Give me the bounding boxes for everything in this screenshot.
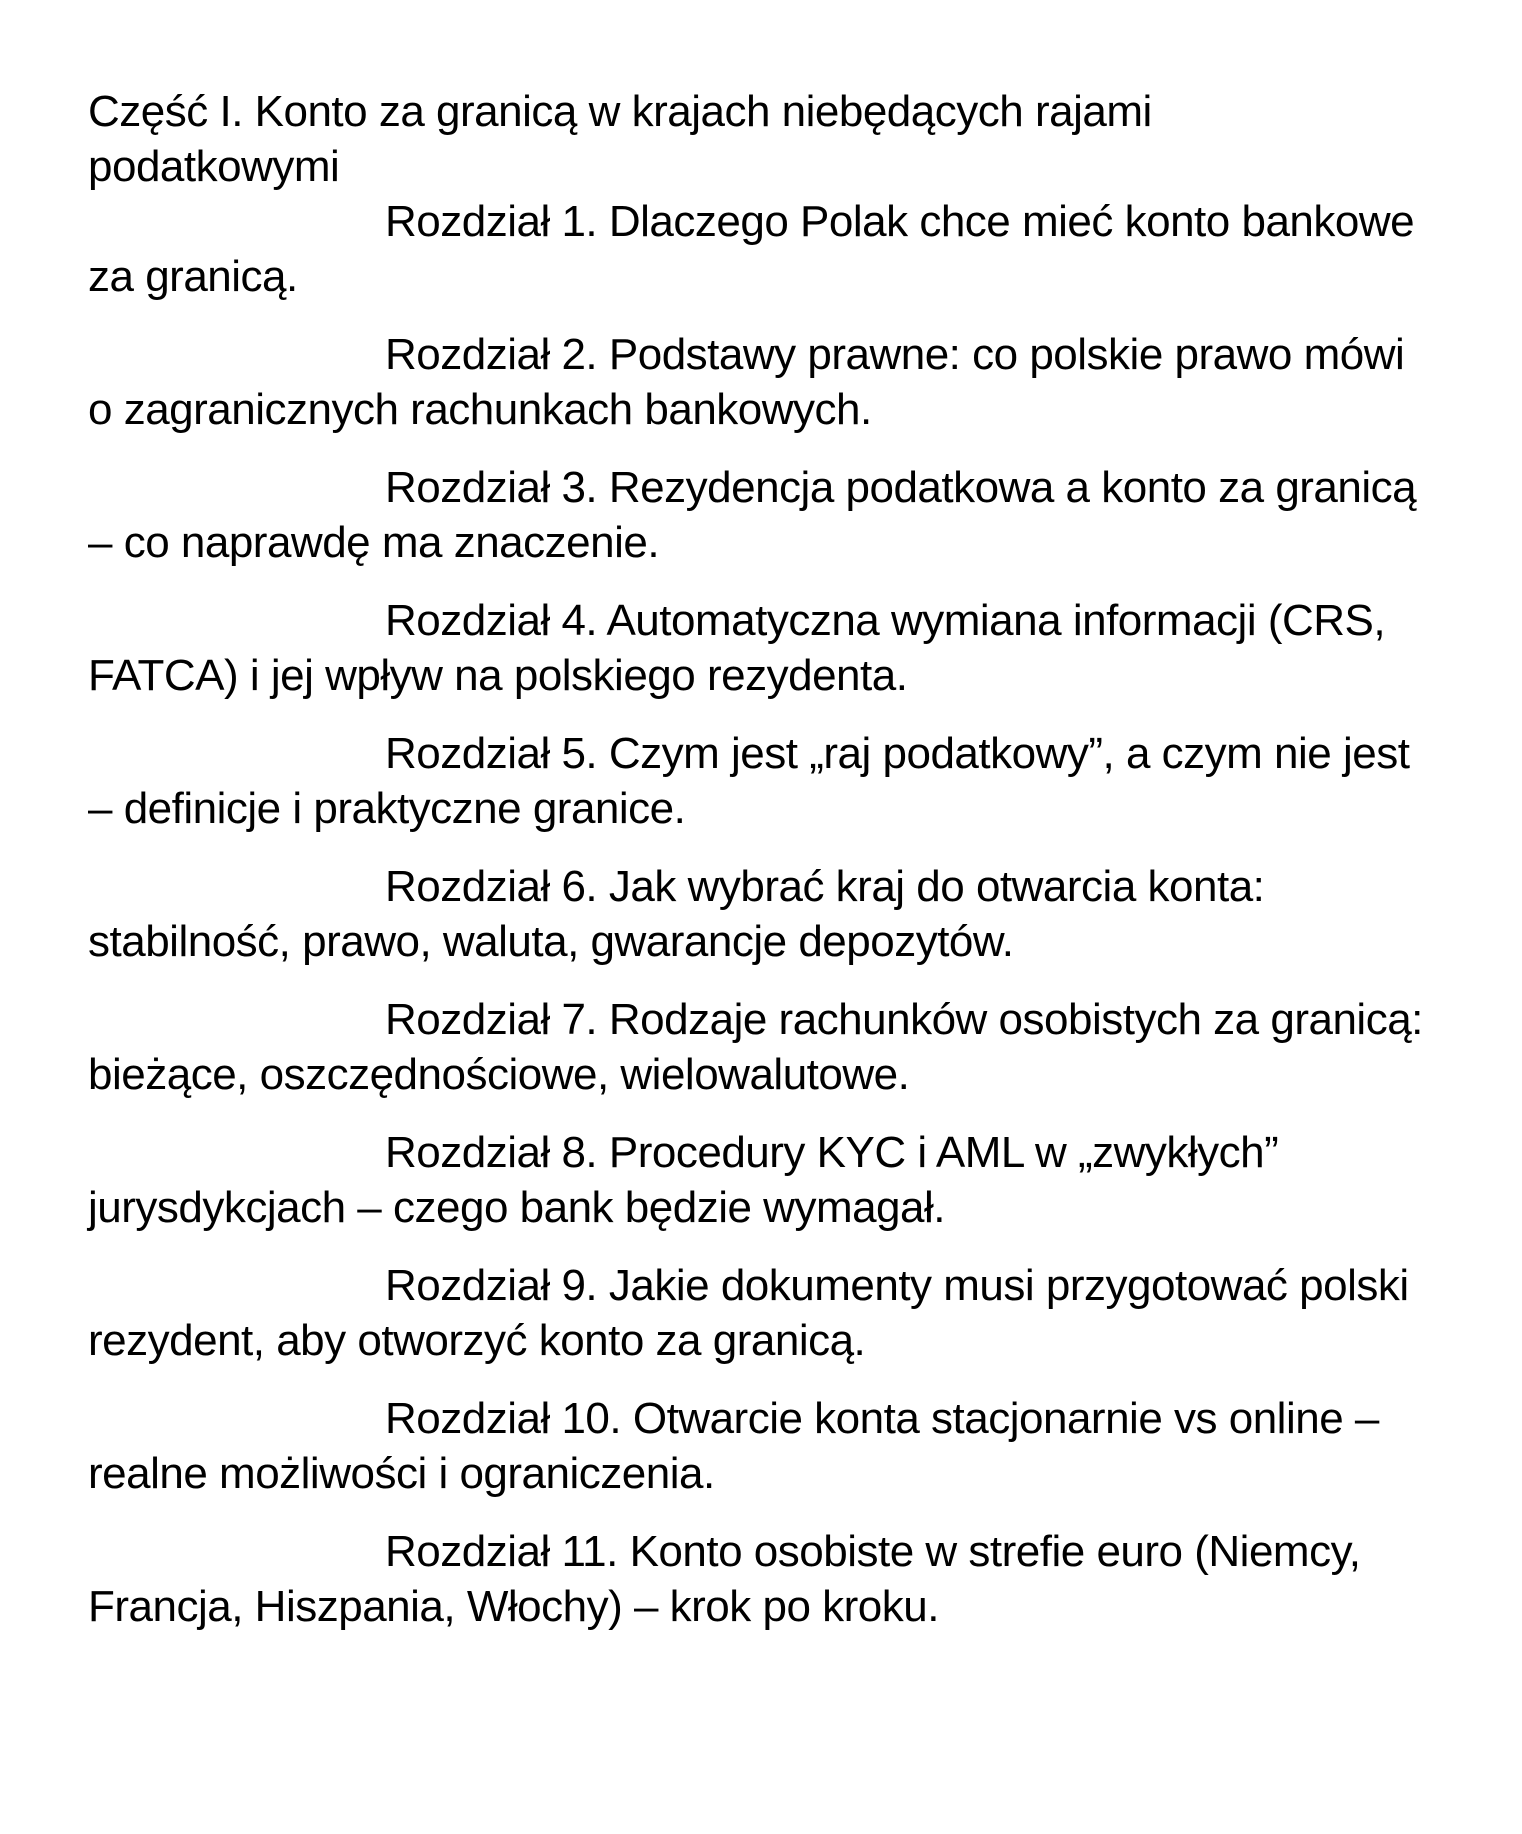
chapter-paragraph-4 — [88, 593, 1482, 703]
chapter-paragraph-9 — [88, 1258, 1482, 1368]
chapter-continuation-line: jurysdykcjach – czego bank będzie wymagał. — [88, 1183, 946, 1232]
part-heading — [88, 84, 1482, 194]
chapter-paragraph-1 — [88, 194, 1482, 304]
chapter-title-line: Rozdział 11. Konto osobiste w strefie euro (Niemcy, — [385, 1527, 1361, 1576]
chapter-title-line: Rozdział 5. Czym jest „raj podatkowy”, a czym nie jest — [385, 729, 1410, 778]
part-heading-line-1: Część I. Konto za granicą w krajach niebędących rajami — [88, 87, 1152, 136]
chapter-continuation-line: – co naprawdę ma znaczenie. — [88, 518, 660, 567]
chapter-continuation-line: rezydent, aby otworzyć konto za granicą. — [88, 1316, 866, 1365]
chapter-title-line: Rozdział 7. Rodzaje rachunków osobistych za granicą: — [385, 995, 1423, 1044]
chapter-paragraph-5 — [88, 726, 1482, 836]
chapter-paragraph-11 — [88, 1524, 1482, 1634]
chapter-paragraph-10 — [88, 1391, 1482, 1501]
chapter-continuation-line: o zagranicznych rachunkach bankowych. — [88, 385, 872, 434]
chapter-continuation-line: FATCA) i jej wpływ na polskiego rezydenta. — [88, 651, 908, 700]
chapter-title-line: Rozdział 8. Procedury KYC i AML w „zwykłych” — [385, 1128, 1279, 1177]
chapter-title-line: Rozdział 1. Dlaczego Polak chce mieć konto bankowe — [385, 197, 1415, 246]
chapter-title-line: Rozdział 6. Jak wybrać kraj do otwarcia konta: — [385, 862, 1265, 911]
chapter-paragraph-3 — [88, 460, 1482, 570]
chapter-title-line: Rozdział 4. Automatyczna wymiana informacji (CRS, — [385, 596, 1386, 645]
chapter-continuation-line: bieżące, oszczędnościowe, wielowalutowe. — [88, 1050, 910, 1099]
part-heading-line-2: podatkowymi — [88, 142, 340, 191]
chapter-title-line: Rozdział 2. Podstawy prawne: co polskie prawo mówi — [385, 330, 1405, 379]
chapter-continuation-line: za granicą. — [88, 252, 298, 301]
chapter-paragraph-8 — [88, 1125, 1482, 1235]
chapter-continuation-line: stabilność, prawo, waluta, gwarancje depozytów. — [88, 917, 1014, 966]
chapter-continuation-line: Francja, Hiszpania, Włochy) – krok po kroku. — [88, 1582, 939, 1631]
chapter-paragraph-2 — [88, 327, 1482, 437]
chapter-list — [88, 194, 1482, 1634]
chapter-title-line: Rozdział 10. Otwarcie konta stacjonarnie vs online – — [385, 1394, 1379, 1443]
chapter-paragraph-6 — [88, 859, 1482, 969]
chapter-title-line: Rozdział 9. Jakie dokumenty musi przygotować polski — [385, 1261, 1409, 1310]
chapter-title-line: Rozdział 3. Rezydencja podatkowa a konto za granicą — [385, 463, 1417, 512]
chapter-continuation-line: realne możliwości i ograniczenia. — [88, 1449, 715, 1498]
chapter-continuation-line: – definicje i praktyczne granice. — [88, 784, 686, 833]
chapter-paragraph-7 — [88, 992, 1482, 1102]
